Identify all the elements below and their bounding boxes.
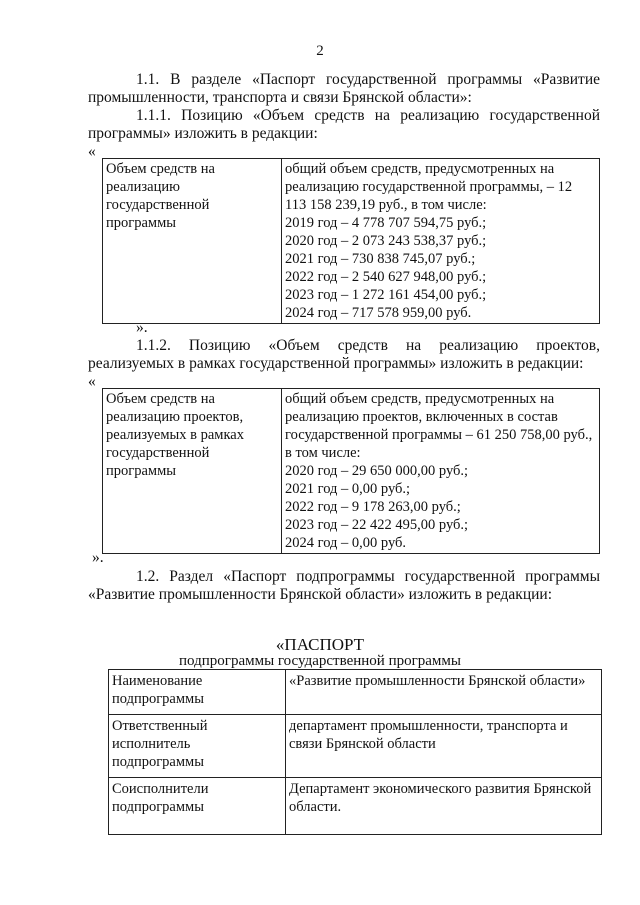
section-1-2-heading: 1.2. Раздел «Паспорт подпрограммы государственной программы «Развитие промышленности Брянской области» изложить в редакции:	[88, 568, 600, 603]
year-row: 2022 год – 2 540 627 948,00 руб.;	[285, 269, 487, 285]
passport-table	[108, 669, 602, 835]
year-row: 2022 год – 9 178 263,00 руб.;	[285, 499, 461, 515]
passport-title: «ПАСПОРТ	[275, 635, 365, 654]
volume-table-projects	[102, 388, 600, 554]
passport-label: Соисполнители подпрограммы	[109, 778, 286, 835]
section-1-1-heading: 1.1. В разделе «Паспорт государственной программы «Развитие промышленности, транспорта и связи Брянской области»:	[88, 71, 600, 106]
year-row: 2023 год – 22 422 495,00 руб.;	[285, 517, 469, 533]
volume-intro: общий объем средств, предусмотренных на реализацию проектов, включенных в состав государственной программы – 61 250 758,00 руб., в том числе:	[285, 391, 593, 461]
volume-table-projects-value	[282, 389, 600, 554]
volume-table-program-label: Объем средств на реализацию государственной программы	[103, 159, 282, 324]
open-quote-1: «	[88, 143, 96, 160]
year-row: 2021 год – 0,00 руб.;	[285, 481, 411, 497]
year-row: 2020 год – 2 073 243 538,37 руб.;	[285, 233, 487, 249]
passport-subtitle: подпрограммы государственной программы	[179, 653, 461, 669]
table-row	[109, 778, 602, 835]
close-quote-1: ».	[136, 319, 148, 336]
table-row	[109, 670, 602, 715]
year-row: 2020 год – 29 650 000,00 руб.;	[285, 463, 469, 479]
volume-table-program	[102, 158, 600, 324]
volume-intro: общий объем средств, предусмотренных на реализацию государственной программы, – 12 113 158 239,19 руб., в том числе:	[285, 161, 573, 213]
year-row: 2023 год – 1 272 161 454,00 руб.;	[285, 287, 487, 303]
volume-table-program-value	[282, 159, 600, 324]
open-quote-2: «	[88, 373, 96, 390]
table-row	[109, 715, 602, 778]
volume-table-projects-label: Объем средств на реализацию проектов, реализуемых в рамках государственной программы	[103, 389, 282, 554]
passport-label: Наименование подпрограммы	[109, 670, 286, 715]
year-row: 2024 год – 717 578 959,00 руб.	[285, 305, 472, 321]
passport-label: Ответственный исполнитель подпрограммы	[109, 715, 286, 778]
passport-value: департамент промышленности, транспорта и связи Брянской области	[286, 715, 602, 778]
year-row: 2024 год – 0,00 руб.	[285, 535, 407, 551]
item-1-1-1-text: 1.1.1. Позицию «Объем средств на реализацию государственной программы» изложить в редакции:	[88, 107, 600, 142]
close-quote-2: ».	[92, 549, 104, 566]
passport-value: «Развитие промышленности Брянской области»	[286, 670, 602, 715]
page-number: 2	[316, 43, 324, 59]
year-row: 2021 год – 730 838 745,07 руб.;	[285, 251, 476, 267]
item-1-1-2-text: 1.1.2. Позицию «Объем средств на реализацию проектов, реализуемых в рамках государственной программы» изложить в редакции:	[88, 337, 600, 372]
year-row: 2019 год – 4 778 707 594,75 руб.;	[285, 215, 487, 231]
passport-value: Департамент экономического развития Брянской области.	[286, 778, 602, 835]
